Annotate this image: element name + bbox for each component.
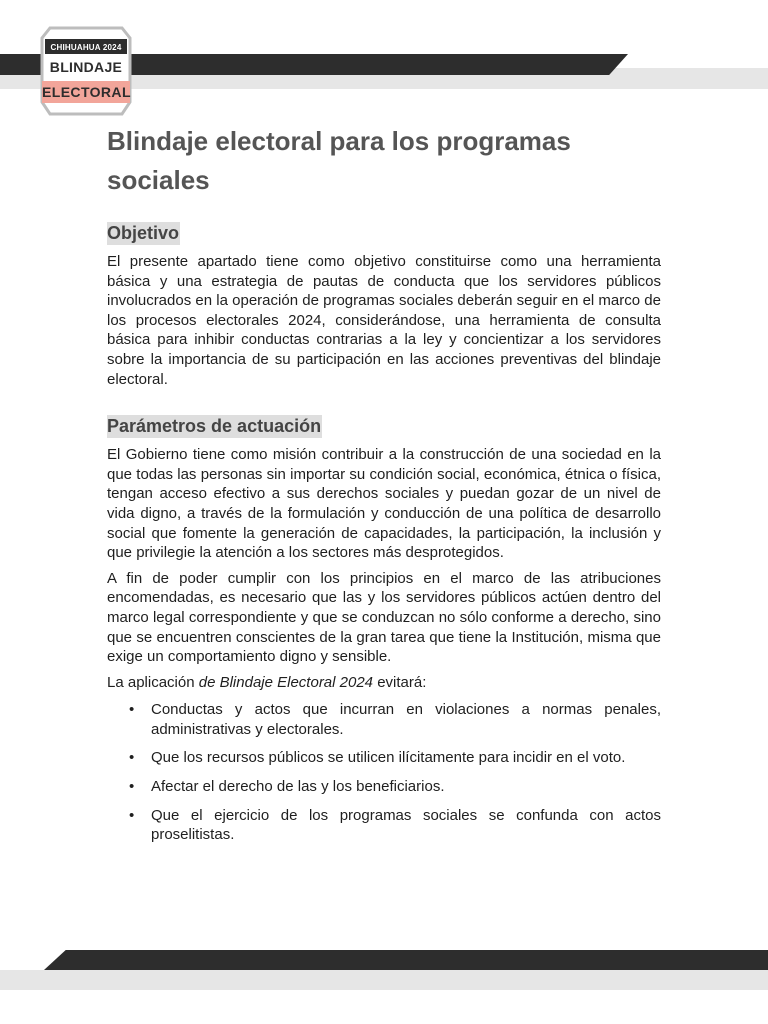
intro-text: La aplicación [107,673,199,691]
badge-subtitle-text: ELECTORAL [42,81,130,103]
bullet-intro [107,673,661,693]
footer-band-light [0,970,768,990]
footer-band-dark [44,950,768,970]
list-item-text: Que los recursos públicos se utilicen ilícitamente para incidir en el voto. [151,749,626,767]
badge-title-text: BLINDAJE [49,59,123,75]
list-item [129,748,661,768]
paragraph: A fin de poder cumplir con los principios en el marco de las atribuciones encomendadas, es necesario que las y los servidores públicos actúen dentro del marco legal correspondiente y que se conduzcan no sólo conforme a derecho, sino que se encuentren conscientes de la gran tarea que tiene la Institución, misma que exige un comportamiento digno y sensible. [107,569,661,666]
intro-emphasis: de Blindaje Electoral 2024 [198,673,374,691]
bullet-icon: • [129,749,135,767]
blindaje-electoral-logo [36,24,136,118]
list-item-text: Que el ejercicio de los programas sociales se confunda con actos proselitistas. [151,806,661,844]
section-heading-parametros: Parámetros de actuación [107,416,322,437]
page-title: Blindaje electoral para los programas sociales [107,126,571,195]
list-item-text: Afectar el derecho de las y los beneficiarios. [151,778,445,796]
list-item [129,777,661,797]
bullet-icon: • [129,806,135,824]
bullet-list [107,700,661,845]
document-body [107,122,661,871]
bullet-icon: • [129,778,135,796]
list-item-text: Conductas y actos que incurran en violaciones a normas penales, administrativas y electorales. [151,701,661,738]
paragraph: El presente apartado tiene como objetivo constituirse como una herramienta básica y una estrategia de pautas de conducta que los servidores públicos involucrados en la operación de programas sociales deberán seguir en el marco de los procesos electorales 2024, considerándose, una herramienta de consulta básica para inhibir conductas contrarias a la ley y concientizar a los servidores sobre la importancia de su participación en las acciones preventivas del blindaje electoral. [107,253,661,388]
section-heading-objetivo: Objetivo [107,223,180,243]
section-objetivo [107,222,661,389]
section-parametros [107,415,661,845]
list-item [129,806,661,845]
badge-year-text: CHIHUAHUA 2024 [50,43,122,52]
bullet-icon: • [129,701,135,719]
intro-text-end: evitará: [373,673,427,691]
paragraph: El Gobierno tiene como misión contribuir a la construcción de una sociedad en la que todas las personas sin importar su condición social, económica, étnica o física, tengan acceso efectivo a sus derechos sociales y puedan gozar de un nivel de vida digno, a través de la formulación y conducción de una política de desarrollo social que fomente la generación de capacidades, la participación, la inclusión y que privilegie la atención a los sectores más desprotegidos. [107,446,661,562]
list-item [129,700,661,739]
